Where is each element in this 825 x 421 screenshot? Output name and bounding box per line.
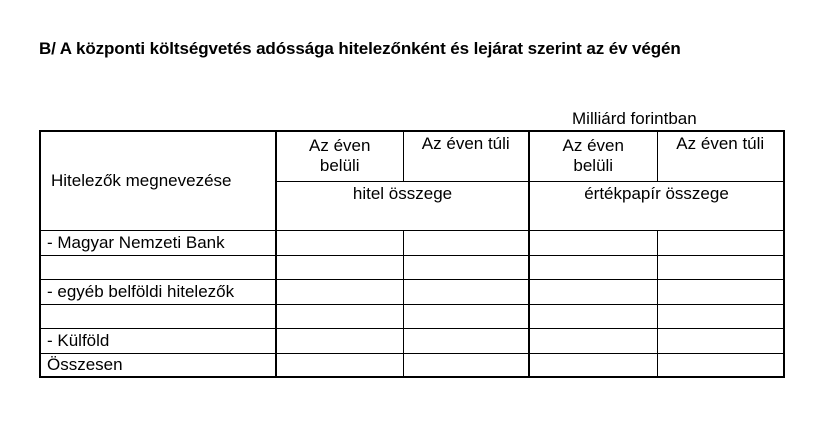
table-row [40, 255, 784, 279]
table-row-total [40, 353, 784, 377]
table-cell [403, 279, 529, 304]
document-title: B/ A központi költségvetés adóssága hitelezőnként és lejárat szerint az év végén [39, 39, 681, 58]
header-beyond-year-loan: Az éven túli [403, 131, 529, 181]
table-cell [657, 230, 784, 255]
table-row [40, 279, 784, 304]
header-within-year-securities-text: Az éven belüli [562, 136, 624, 176]
header-within-year-loan [276, 131, 403, 181]
header-within-year-securities [529, 131, 657, 181]
row-label-total: Összesen [40, 353, 276, 377]
table-cell [276, 230, 403, 255]
row-label [40, 255, 276, 279]
table-cell [403, 353, 529, 377]
table-cell [276, 255, 403, 279]
header-within-year-loan-text: Az éven belüli [309, 136, 371, 176]
table-cell [403, 304, 529, 328]
table-cell [657, 304, 784, 328]
table-cell [529, 328, 657, 353]
row-label: - Magyar Nemzeti Bank [40, 230, 276, 255]
table-cell [529, 230, 657, 255]
header-securities-amount: értékpapír összege [529, 181, 784, 230]
table-cell [403, 255, 529, 279]
table-cell [529, 304, 657, 328]
header-loan-amount: hitel összege [276, 181, 529, 230]
table-cell [529, 255, 657, 279]
row-label: - egyéb belföldi hitelezők [40, 279, 276, 304]
table-cell [657, 279, 784, 304]
table-cell [276, 279, 403, 304]
table-cell [657, 353, 784, 377]
table-row [40, 230, 784, 255]
table-row [40, 328, 784, 353]
table-cell [657, 328, 784, 353]
table-cell [276, 328, 403, 353]
table-cell [403, 328, 529, 353]
debt-table [39, 130, 785, 378]
unit-label: Milliárd forintban [572, 109, 697, 128]
table-cell [276, 304, 403, 328]
table-row [40, 304, 784, 328]
table-cell [529, 353, 657, 377]
table-cell [276, 353, 403, 377]
table-cell [529, 279, 657, 304]
row-label: - Külföld [40, 328, 276, 353]
row-label [40, 304, 276, 328]
table-cell [403, 230, 529, 255]
table-cell [657, 255, 784, 279]
header-creditor-label: Hitelezők megnevezése [40, 131, 276, 230]
header-beyond-year-securities: Az éven túli [657, 131, 784, 181]
